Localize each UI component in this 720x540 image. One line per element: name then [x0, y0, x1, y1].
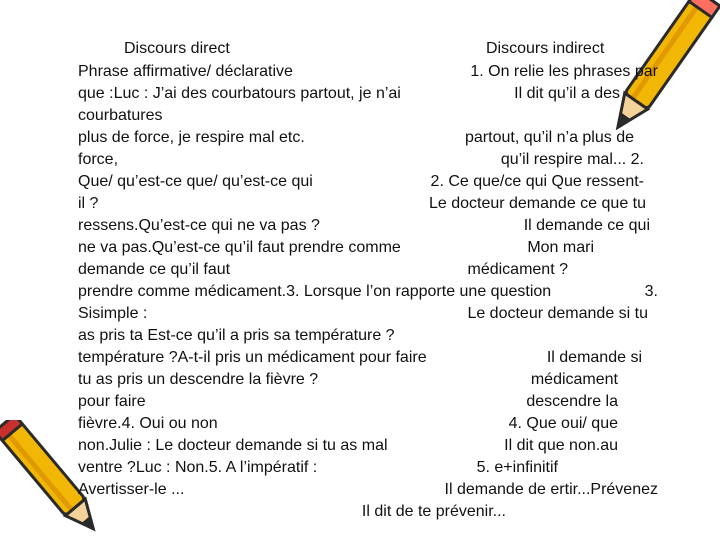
line-left: ventre ?Luc : Non.5. A l’impératif : [78, 459, 318, 476]
line-left: il ? [78, 195, 99, 212]
text-line [78, 458, 658, 478]
line-left: Que/ qu’est-ce que/ qu’est-ce qui [78, 173, 313, 190]
text-line [78, 172, 658, 192]
text-line [78, 282, 658, 302]
line-left: non.Julie : Le docteur demande si tu as mal [78, 437, 388, 454]
heading-direct: Discours direct [124, 40, 230, 57]
text-line [78, 502, 658, 522]
line-right: Il demande si [546, 349, 642, 366]
line-left: prendre comme médicament.3. Lorsque l’on rapporte une question [78, 283, 552, 300]
line-left: ne va pas.Qu’est-ce qu’il faut prendre comme [78, 239, 401, 256]
line-left: fièvre.4. Oui ou non [78, 415, 218, 432]
text-line [78, 238, 658, 258]
line-left: ressens.Qu’est-ce qui ne va pas ? [78, 217, 320, 234]
line-right: 5. e+infinitif [476, 459, 558, 476]
line-right: descendre la [526, 393, 618, 410]
line-right: Il demande de ertir...Prévenez [444, 481, 658, 498]
line-right: Il dit qu’il a des [514, 85, 620, 102]
line-left: demande ce qu’il faut [78, 261, 231, 278]
line-right: Il demande ce qui [523, 217, 650, 234]
text-line [78, 150, 658, 170]
text-line [78, 392, 658, 412]
text-line [78, 128, 658, 148]
text-line [78, 62, 658, 82]
line-right: 1. On relie les phrases par [470, 63, 658, 80]
line-right: Il dit de te prévenir... [361, 503, 506, 520]
text-line [78, 304, 658, 324]
text-line [78, 326, 658, 346]
line-left: force, [78, 151, 119, 168]
line-right: médicament [530, 371, 618, 388]
line-left: courbatures [78, 107, 163, 124]
text-line [78, 84, 658, 104]
text-line [78, 348, 658, 368]
text-line [78, 194, 658, 214]
line-left: Sisimple : [78, 305, 148, 322]
line-left: Phrase affirmative/ déclarative [78, 63, 293, 80]
heading-indirect: Discours indirect [486, 40, 605, 57]
line-right: 4. Que oui/ que [508, 415, 618, 432]
line-right: 2. Ce que/ce qui Que ressent- [430, 173, 644, 190]
line-left: pour faire [78, 393, 146, 410]
line-right: 3. [644, 283, 658, 300]
line-left: température ?A-t-il pris un médicament pour faire [78, 349, 427, 366]
text-line [78, 370, 658, 390]
line-right: Le docteur demande si tu [467, 305, 648, 322]
line-left: que :Luc : J’ai des courbatours partout, je n’ai [78, 85, 401, 102]
text-line [78, 260, 658, 280]
line-right: médicament ? [467, 261, 568, 278]
line-right: Le docteur demande ce que tu [428, 195, 646, 212]
text-line [78, 480, 658, 500]
line-left: Avertisser-le ... [78, 481, 185, 498]
text-line [78, 106, 658, 126]
line-left: as pris ta Est-ce qu’il a pris sa température ? [78, 327, 395, 344]
line-right: Mon mari [527, 239, 594, 256]
line-left: tu as pris un descendre la fièvre ? [78, 371, 319, 388]
text-line [78, 414, 658, 434]
line-right: Il dit que non.au [504, 437, 618, 454]
line-right: partout, qu’il n’a plus de [465, 129, 634, 146]
text-line [78, 436, 658, 456]
line-right: qu’il respire mal... 2. [500, 151, 644, 168]
line-left: plus de force, je respire mal etc. [78, 129, 305, 146]
text-line [78, 216, 658, 236]
